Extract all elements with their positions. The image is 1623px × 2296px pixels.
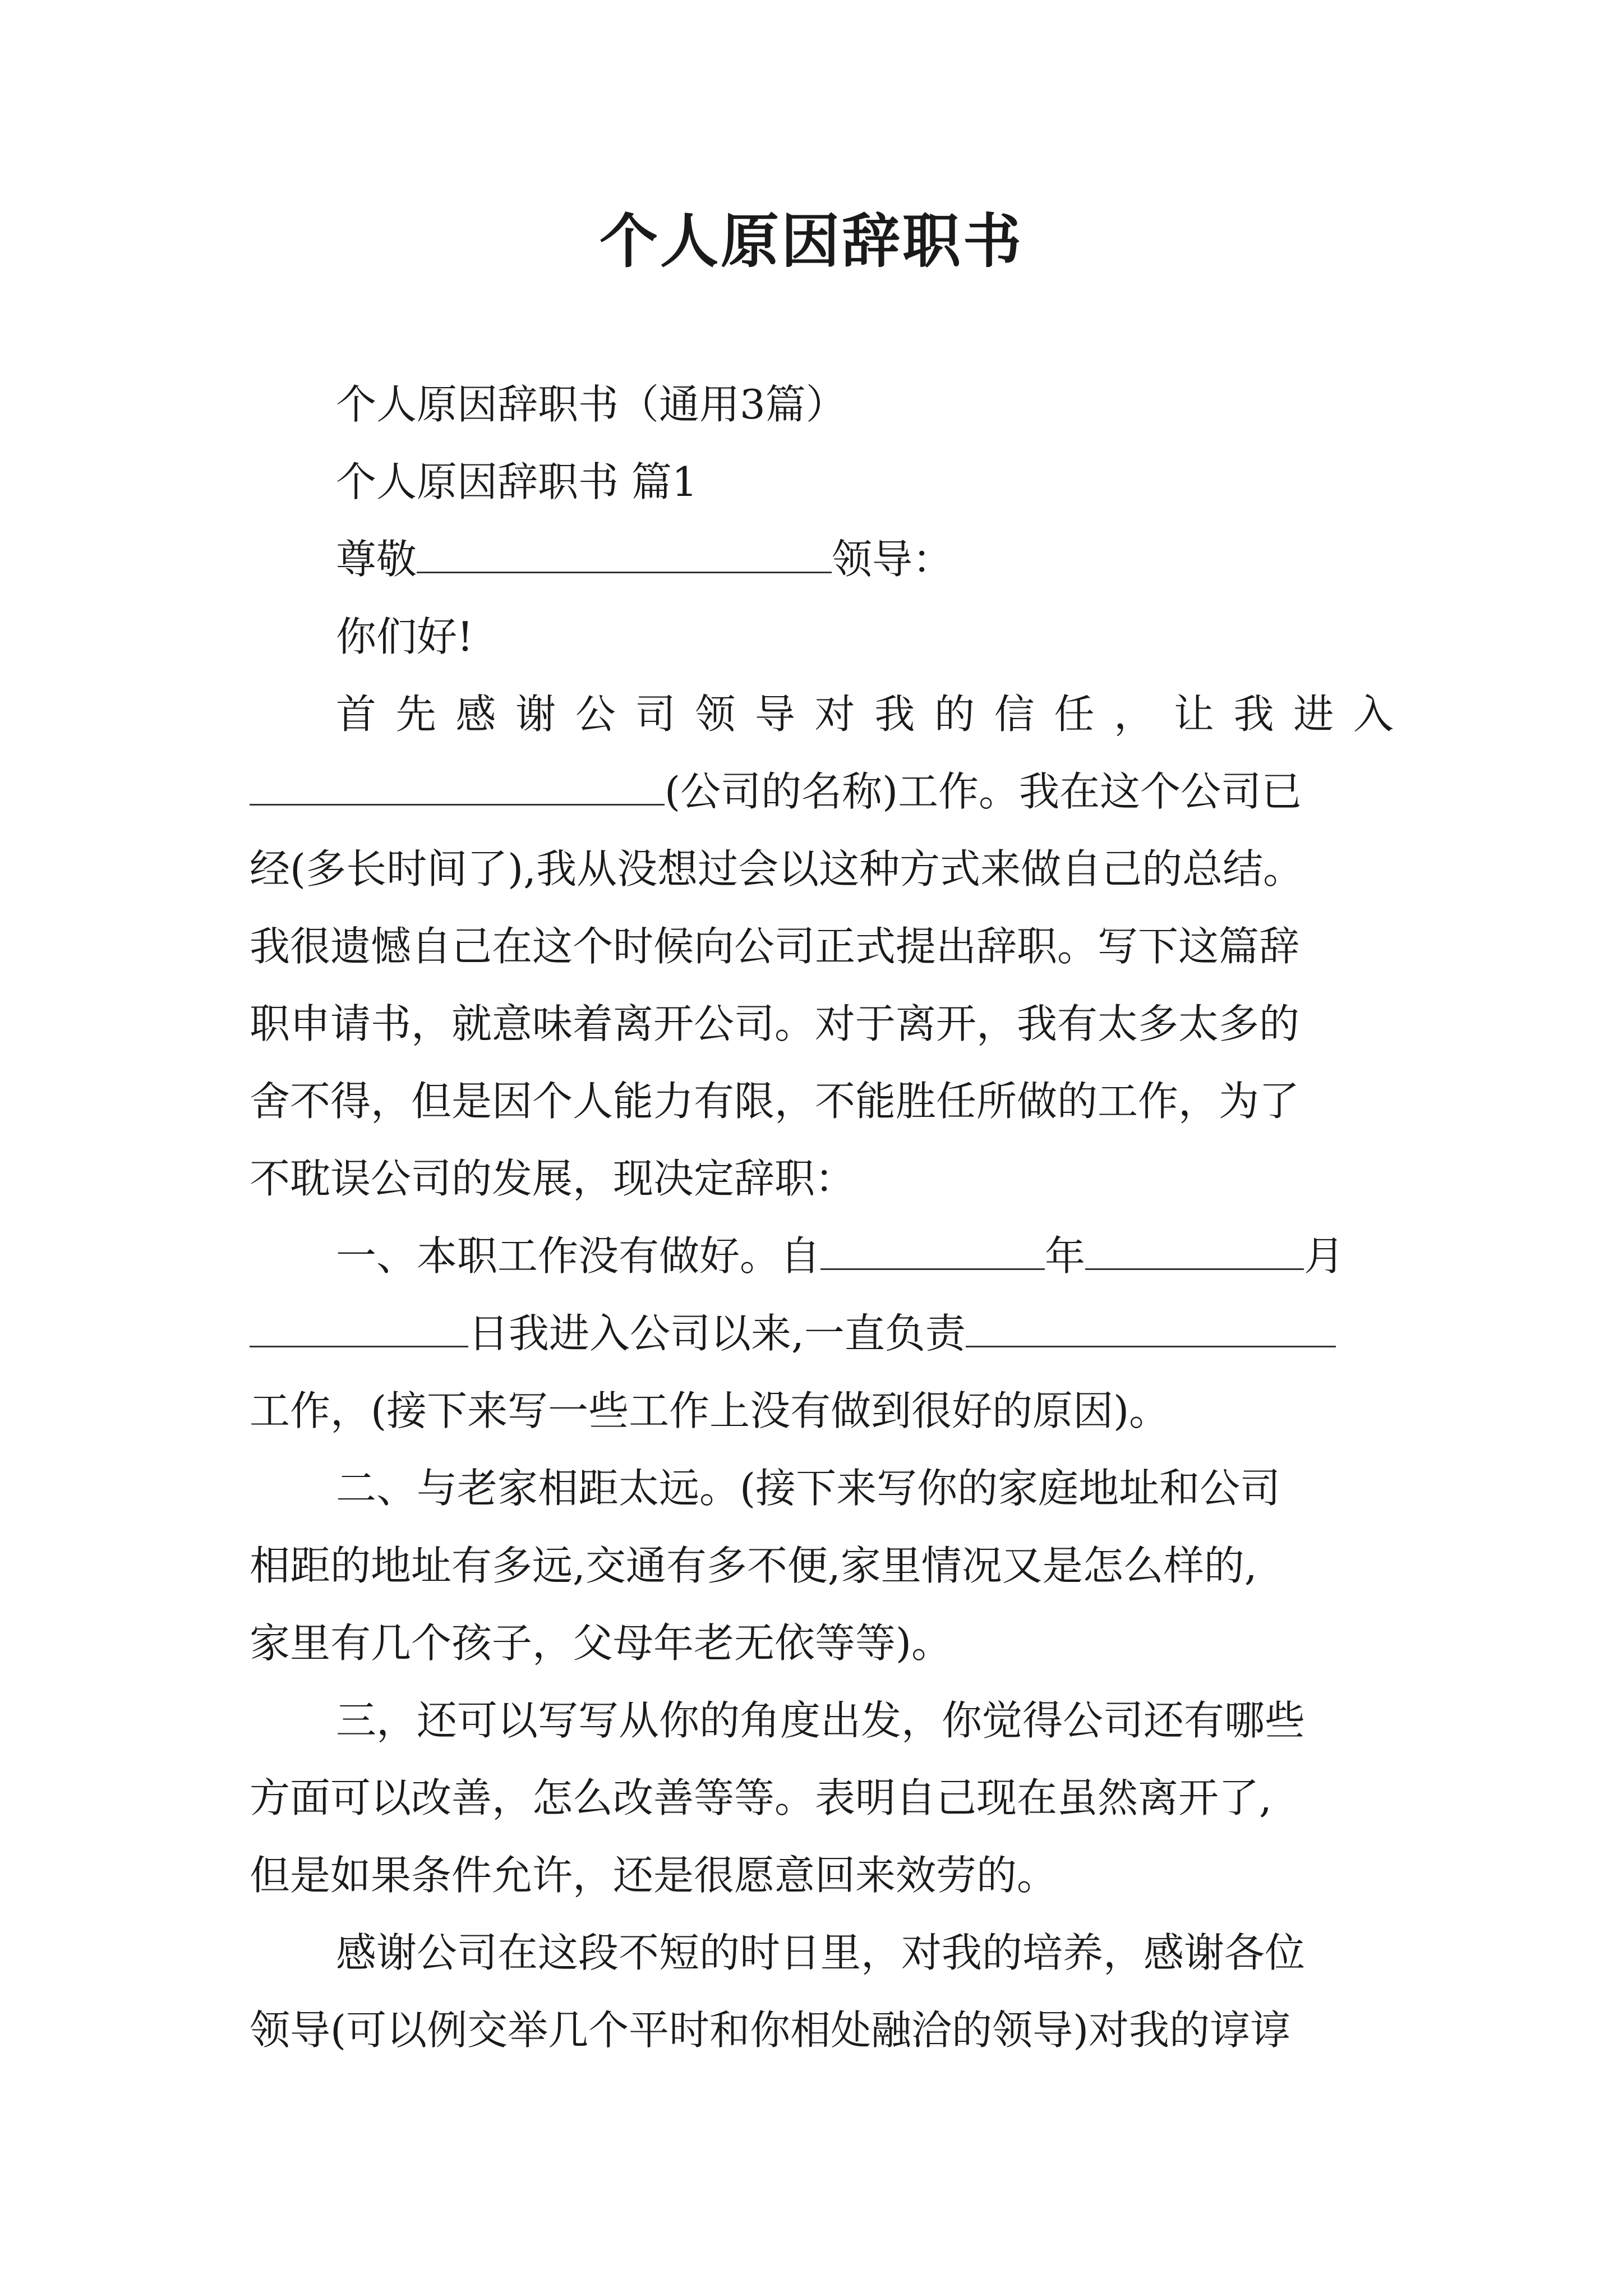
para1-line7: 不耽误公司的发展，现决定辞职： — [250, 1155, 856, 1202]
para1-line2 — [250, 753, 1394, 830]
section-heading: 个人原因辞职书 篇1 — [336, 458, 698, 505]
para1-line1: 首先感谢公司领导对我的信任，让我进入 — [336, 691, 1394, 738]
blank-month[interactable] — [1085, 1229, 1304, 1270]
greeting: 你们好! — [336, 613, 473, 660]
para2-line1-a: 一、本职工作没有做好。自 — [336, 1232, 821, 1280]
para4-line1: 三，还可以写写从你的角度出发，你觉得公司还有哪些 — [336, 1697, 1306, 1744]
para3-line1: 二、与老家相距太远。(接下来写你的家庭地址和公司 — [336, 1465, 1281, 1512]
blank-leader-name[interactable] — [417, 532, 832, 573]
para4-line3: 但是如果条件允许，还是很愿意回来效劳的。 — [250, 1852, 1058, 1899]
salutation-suffix: 领导： — [832, 536, 953, 583]
para1-line4: 我很遗憾自己在这个时候向公司正式提出辞职。写下这篇辞 — [250, 923, 1300, 970]
para3-line3: 家里有几个孩子，父母年老无依等等)。 — [250, 1619, 952, 1667]
document-title: 个人原因辞职书 — [599, 206, 1023, 275]
blank-year[interactable] — [820, 1229, 1045, 1270]
salutation-line — [250, 521, 1394, 598]
para3-line2: 相距的地址有多远,交通有多不便,家里情况又是怎么样的, — [250, 1542, 1257, 1589]
para2-line1-c: 月 — [1304, 1232, 1345, 1280]
subtitle: 个人原因辞职书（通用3篇） — [336, 381, 846, 428]
para5-line2: 领导(可以例交举几个平时和你相处融洽的领导)对我的谆谆 — [250, 2007, 1291, 2054]
blank-duty[interactable] — [966, 1306, 1336, 1347]
salutation-prefix: 尊敬 — [336, 536, 417, 583]
para2-line1-b: 年 — [1045, 1232, 1086, 1280]
blank-company-name[interactable] — [250, 765, 665, 806]
para2-line3: 工作，(接下来写一些工作上没有做到很好的原因)。 — [250, 1387, 1170, 1434]
para5-line1: 感谢公司在这段不短的时日里，对我的培养，感谢各位 — [336, 1929, 1306, 1976]
para1-line6: 舍不得，但是因个人能力有限，不能胜任所做的工作，为了 — [250, 1078, 1300, 1125]
para2-line1 — [250, 1217, 1394, 1295]
blank-day[interactable] — [250, 1306, 468, 1347]
document-body — [250, 366, 1394, 2069]
para1-line2-text: (公司的名称)工作。我在这个公司已 — [665, 768, 1302, 815]
para2-line2-a: 日我进入公司以来,一直负责 — [468, 1310, 966, 1357]
para1-line5: 职申请书，就意味着离开公司。对于离开，我有太多太多的 — [250, 1000, 1300, 1047]
para1-line3: 经(多长时间了),我从没想过会以这种方式来做自己的总结。 — [250, 845, 1304, 892]
para2-line2 — [250, 1295, 1394, 1372]
para4-line2: 方面可以改善，怎么改善等等。表明自己现在虽然离开了, — [250, 1774, 1272, 1821]
